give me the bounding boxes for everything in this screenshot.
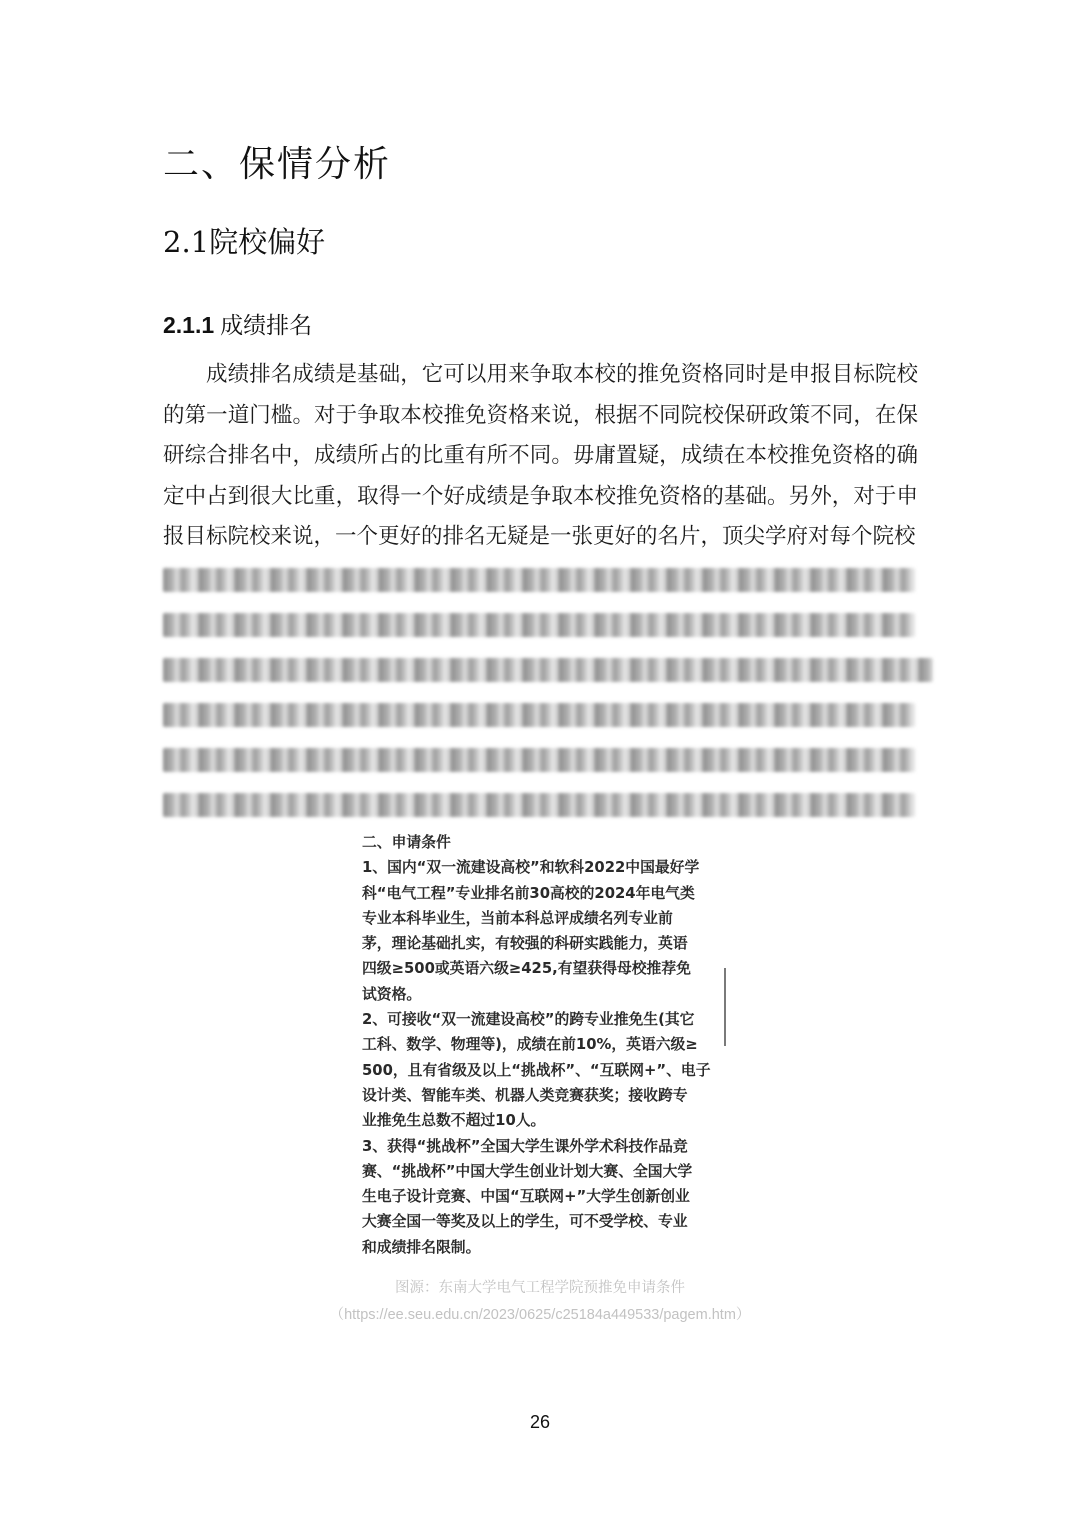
- body-paragraph: 成绩排名成绩是基础，它可以用来争取本校的推免资格同时是申报目标院校的第一道门槛。对于争取本校推免资格来说，根据不同院校保研政策不同，在保研综合排名中，成绩所占的比重有所不同。毋庸置疑，成绩在本校推免资格的确定中占到很大比重，取得一个好成绩是争取本校推免资格的基础。另外，对于申报目标院校来说，一个更好的排名无疑是一张更好的名片，顶尖学府对每个院校: [163, 362, 918, 549]
- figure-text-line: 业推免生总数不超过10人。: [362, 1112, 546, 1130]
- blurred-line: [163, 793, 915, 817]
- figure-caption-source: 图源：东南大学电气工程学院预推免申请条件: [395, 1280, 685, 1296]
- figure-text-line: 试资格。: [362, 985, 422, 1003]
- blurred-line: [163, 658, 933, 682]
- scrollbar-indicator: [724, 968, 726, 1046]
- subsubsection-number: 2.1.1: [163, 312, 215, 338]
- figure-text-line: 四级≥500或英语六级≥425,有望获得母校推荐免: [362, 960, 691, 978]
- figure-text-line: 科“电气工程”专业排名前30高校的2024年电气类: [362, 884, 695, 902]
- figure-text-line: 设计类、智能车类、机器人类竞赛获奖；接收跨专: [362, 1086, 688, 1104]
- application-conditions-text: [362, 830, 718, 1260]
- page-number: 26: [529, 1412, 551, 1432]
- figure-text-line: 大赛全国一等奖及以上的学生，可不受学校、专业: [362, 1213, 688, 1231]
- section-heading: 二、保情分析: [163, 144, 392, 185]
- figure-text-line: 工科、数学、物理等)，成绩在前10%，英语六级≥: [362, 1036, 698, 1054]
- figure-text-line: 二、申请条件: [362, 834, 451, 851]
- figure-text-line: 赛、“挑战杯”中国大学生创业计划大赛、全国大学: [362, 1162, 693, 1180]
- figure-text-line: 500，且有省级及以上“挑战杯”、“互联网+”、电子: [362, 1061, 711, 1079]
- figure-text-line: 专业本科毕业生，当前本科总评成绩名列专业前: [362, 909, 673, 927]
- figure-text-line: 3、获得“挑战杯”全国大学生课外学术科技作品竞: [362, 1137, 688, 1155]
- blurred-line: [163, 613, 915, 637]
- figure-text-line: 和成绩排名限制。: [362, 1238, 481, 1256]
- figure-text-line: 1、国内“双一流建设高校”和软科2022中国最好学: [362, 859, 700, 877]
- figure-text-line: 2、可接收“双一流建设高校”的跨专业推免生(其它: [362, 1011, 695, 1029]
- figure-caption-url: （https://ee.seu.edu.cn/2023/0625/c25184a449533/pagem.htm）: [329, 1307, 751, 1323]
- figure-text-line: 生电子设计竞赛、中国“互联网+”大学生创新创业: [362, 1188, 690, 1206]
- blurred-text-block: [163, 568, 923, 838]
- figure-text-line: 茅，理论基础扎实，有较强的科研实践能力，英语: [362, 935, 688, 953]
- subsection-heading: 2.1院校偏好: [163, 225, 326, 259]
- blurred-line: [163, 703, 915, 727]
- subsubsection-title: 成绩排名: [220, 313, 313, 339]
- blurred-line: [163, 568, 915, 592]
- blurred-line: [163, 748, 915, 772]
- subsubsection-heading: [163, 307, 312, 340]
